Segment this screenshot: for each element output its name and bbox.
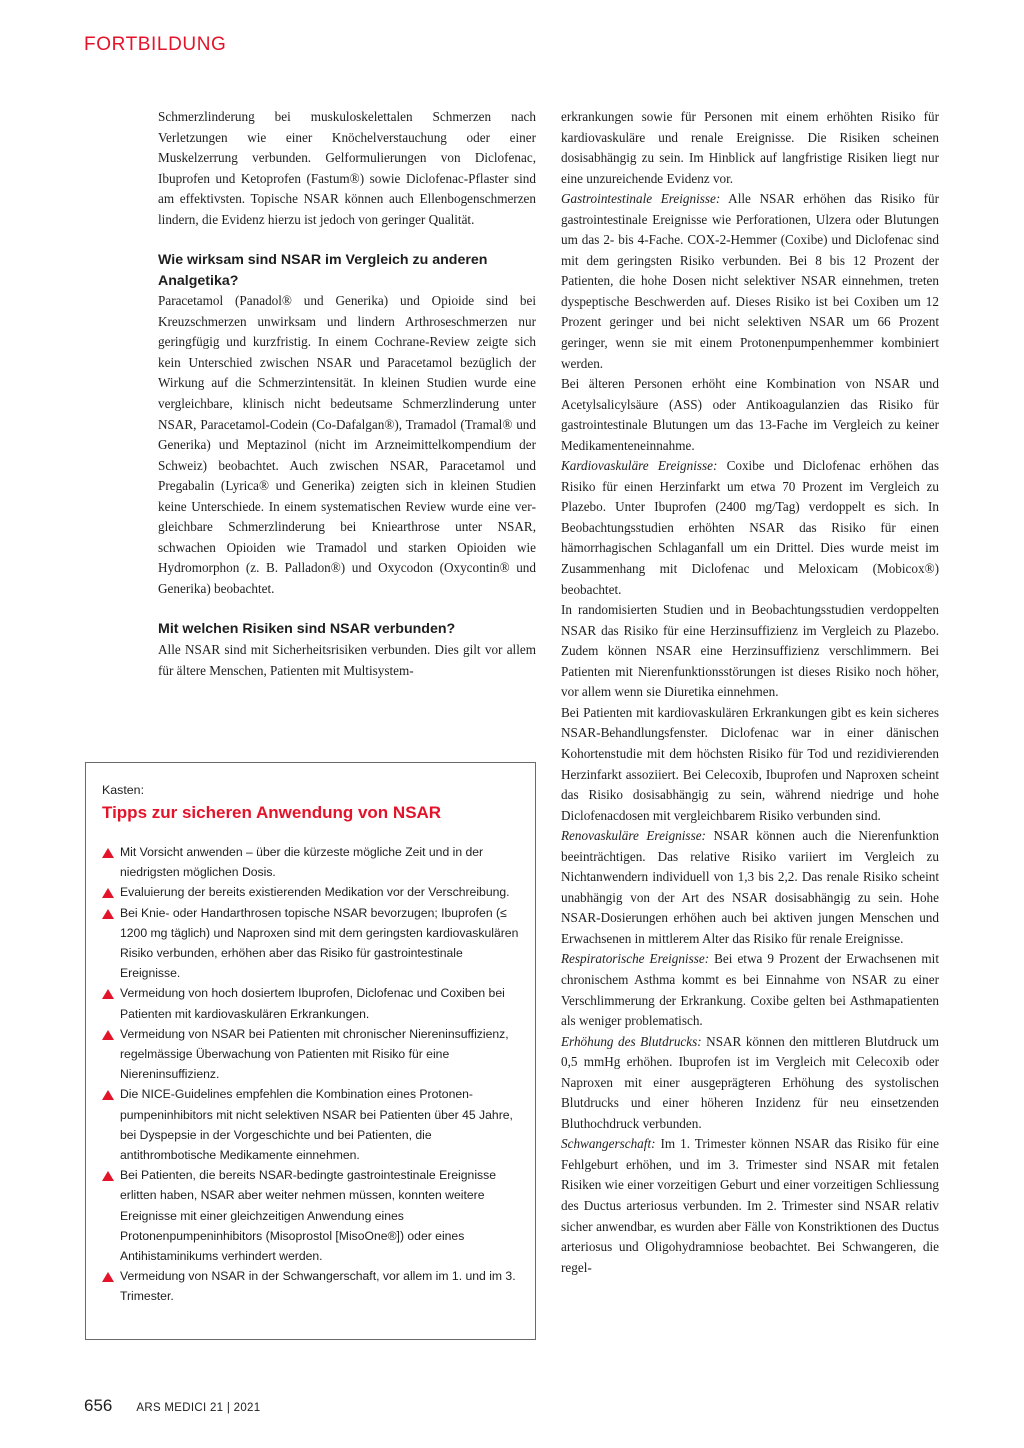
- tip-text: Vermeidung von NSAR in der Schwangerschaft, vor allem im 1. und im 3. Trimester.: [120, 1269, 516, 1304]
- tip-text: Vermeidung von NSAR bei Patienten mit chronischer Niereninsuffizienz, regelmässige Überwachung von Patienten mit Risiko für eine Niereninsuffizienz.: [120, 1026, 509, 1082]
- box-kicker: Kasten:: [102, 783, 145, 797]
- intro-paragraph: Schmerzlinderung bei muskuloskelettalen Schmerzen nach Verletzungen wie einer Knöchelverstauchung oder einer Muskelzerrung verbunden. Gelformulierungen von Diclofenac, Ibuprofen und Ketoprofen (Fastum®) sowie Diclofenac-Pflaster sind am effektivsten. Topische NSAR können auch Ellenbogenschmerzen lindern, die Evidenz hierzu ist jedoch von geringer Qualität.: [158, 109, 536, 227]
- tips-list: [102, 842, 520, 1307]
- comparison-paragraph: Paracetamol (Panadol® und Generika) und Opioide sind bei Kreuzschmerzen unwirksam und lindern Arthroseschmerzen nur geringfügig und kurzfristig. In einem Cochrane-Review zeigte sich kein Unterschied zwischen NSAR und Paracetamol bezüglich der Wirkung auf die Schmerzintensität. In kleinen Studien wurde eine vergleichbare, klinisch nicht bedeutsame Schmerzlinderung unter NSAR, Paracetamol-Codein (Co-Dafalgan®), Tramadol (Tramal® und Generika) und Meptazinol (nicht im Arzneimittelkompendium der Schweiz) beobachtet. Auch zwischen NSAR, Paracetamol und Pregabalin (Lyrica® und Generika) zeigten sich in kleinen Studien keine Unterschiede. In einem systematischen Review wurde eine vergleichbare Schmerzlinderung bei Kniearthrose unter NSAR, schwachen Opioiden wie Tramadol und starken Opioiden wie Hydromorphon (z. B. Palladon®) und Oxycodon (Oxycontin® und Generika) beobachtet.: [158, 293, 536, 596]
- tip-item: [102, 1084, 520, 1165]
- tip-item: [102, 903, 520, 984]
- left-column: [158, 107, 536, 681]
- body-paragraph: Bei Patienten mit kardiovaskulären Erkrankungen gibt es kein sicheres NSAR-Behandlungsfenster. Diclofenac war in einer dänischen Kohortenstudie mit dem höchsten Risiko für Tod und rezidivierenden Herzinfarkt assoziiert. Bei Celecoxib, Ibuprofen und Naproxen scheint das Risiko dosisabhängig zu sein, während niedrige und hohe Diclofenacdosen mit vergleichbarem Risiko verbunden sind.: [561, 704, 939, 823]
- page-footer: [84, 1396, 260, 1416]
- tip-text: Mit Vorsicht anwenden – über die kürzeste mögliche Zeit und in der niedrigsten möglichen Dosis.: [120, 845, 484, 880]
- paragraph-lead: Kardiovaskuläre Ereignisse:: [561, 458, 718, 474]
- tip-text: Bei Knie- oder Handarthrosen topische NSAR bevorzugen; Ibuprofen (≤ 1200 mg täglich) und Naproxen sind mit dem geringsten kardiovaskulären Risiko verbunden, erhöhen aber das Risiko für gastrointestinale Ereignisse.: [120, 905, 519, 981]
- triangle-bullet-icon: [102, 888, 114, 898]
- paragraph-text: NSAR können den mittleren Blutdruck um 0,5 mmHg erhöhen. Ibuprofen ist im Vergleich mit Celecoxib oder Naproxen mit einer ausgeprägteren Erhöhung des systolischen Blutdrucks und einer höheren Inzidenz für neu einsetzenden Bluthochdruck verbunden.: [561, 1033, 939, 1131]
- tip-item: [102, 882, 520, 902]
- body-paragraph: [561, 1032, 939, 1135]
- body-paragraph: erkrankungen sowie für Personen mit einem erhöhten Risiko für kardiovaskuläre und renale Ereignisse. Die Risiken scheinen dosisabhängig zu sein. Im Hinblick auf langfristige Risiken liegt nur eine unzureichende Evidenz vor.: [561, 109, 939, 186]
- section-label: FORTBILDUNG: [84, 34, 227, 55]
- paragraph-lead: Renovaskuläre Ereignisse:: [561, 828, 706, 844]
- tip-item: [102, 1266, 520, 1306]
- body-paragraph: [561, 456, 939, 600]
- body-paragraph: [561, 189, 939, 374]
- paragraph-lead: Respiratorische Ereignisse:: [561, 951, 710, 967]
- triangle-bullet-icon: [102, 1030, 114, 1040]
- tips-box: [85, 762, 536, 1340]
- triangle-bullet-icon: [102, 1272, 114, 1282]
- body-paragraph: [561, 949, 939, 1031]
- triangle-bullet-icon: [102, 1171, 114, 1181]
- journal-issue: ARS MEDICI 21 | 2021: [136, 1402, 261, 1414]
- paragraph-text: NSAR können auch die Nierenfunktion beeinträchtigen. Das relative Risiko variiert im Vergleich zu Nichtanwendern individuell von 1,3 bis 2,2. Das renale Risiko scheint unabhängig von der Art des NSAR dosisabhängig zu sein. Hohe NSAR-Dosierungen erhöhen auch bei aktiven jungen Menschen und Erwachsenen in mittlerem Alter das Risiko für renale Ereignisse.: [561, 828, 939, 946]
- right-column: [561, 107, 939, 1278]
- paragraph-lead: Erhöhung des Blutdrucks:: [561, 1033, 702, 1049]
- tip-item: [102, 1024, 520, 1085]
- body-paragraph: Bei älteren Personen erhöht eine Kombination von NSAR und Acetylsalicylsäure (ASS) oder Antikoagulanzien das Risiko für gastrointestinale Blutungen um das 13-Fache im Vergleich zu keiner Medikamenteneinnahme.: [561, 376, 939, 453]
- box-title: Tipps zur sicheren Anwendung von NSAR: [102, 803, 442, 822]
- tip-text: Vermeidung von hoch dosiertem Ibuprofen, Diclofenac und Coxiben bei Patienten mit kardiovaskulären Erkrankungen.: [120, 986, 505, 1021]
- triangle-bullet-icon: [102, 848, 114, 858]
- triangle-bullet-icon: [102, 1090, 114, 1100]
- triangle-bullet-icon: [102, 909, 114, 919]
- tip-text: Die NICE-Guidelines empfehlen die Kombination eines Protonenpumpeninhibitors mit nicht selektiven NSAR bei Patienten über 45 Jahre, bei Dyspepsie in der Vorgeschichte und bei Patienten, die antithrombotische Medikamente einnehmen.: [120, 1087, 513, 1163]
- tip-text: Evaluierung der bereits existierenden Medikation vor der Verschreibung.: [120, 885, 510, 900]
- body-paragraph: [561, 826, 939, 949]
- triangle-bullet-icon: [102, 989, 114, 999]
- body-paragraph: [561, 1134, 939, 1278]
- risks-paragraph: Alle NSAR sind mit Sicherheitsrisiken verbunden. Dies gilt vor allem für ältere Menschen, Patienten mit Multisystem-: [158, 641, 536, 678]
- paragraph-text: Alle NSAR erhöhen das Risiko für gastrointestinale Ereignisse wie Perforationen, Ulzera oder Blutungen um das 2- bis 4-Fache. COX-2-Hemmer (Coxibe) und Diclofenac sind mit dem geringsten Risiko verbunden. Bei 8 bis 12 Prozent der Patienten, die hohe Dosen nicht selektiver NSAR einnehmen, treten dyspeptische Beschwerden auf. Dieses Risiko ist bei Coxiben um 12 Prozent geringer und bei nicht selektiven NSAR um 66 Prozent geringer, wenn sie mit einem Protonenpumpenhemmer kombiniert werden.: [561, 191, 939, 371]
- heading-risks: Mit welchen Risiken sind NSAR verbunden?: [158, 621, 456, 638]
- tip-item: [102, 983, 520, 1023]
- paragraph-text: Coxibe und Diclofenac erhöhen das Risiko für einen Herzinfarkt um etwa 70 Prozent im Vergleich zu Plazebo. Unter Ibuprofen (2400 mg/Tag) verdoppelt es sich. In Beobachtungsstudien erhöhten NSAR das Risiko für einen hämorrhagischen Schlaganfall um ein Drittel. Dies wurde meist im Zusammenhang mit Diclofenac und Meloxicam (Mobicox®) beobachtet.: [561, 458, 939, 597]
- paragraph-lead: Schwangerschaft:: [561, 1136, 656, 1152]
- paragraph-text: Bei etwa 9 Prozent der Erwachsenen mit chronischem Asthma kommt es bei Einnahme von NSAR zu einer Verschlimmerung der Erkrankung. Coxibe gelten bei Asthmapatienten als weniger problematisch.: [561, 951, 939, 1029]
- heading-comparison: Wie wirksam sind NSAR im Vergleich zu anderen Analgetika?: [158, 252, 488, 289]
- tip-text: Bei Patienten, die bereits NSAR-bedingte gastrointestinale Ereignisse erlitten haben, NSAR aber weiter nehmen müssen, konnten weitere Ereignisse mit einer gleichzeitigen Anwendung eines Protonenpumpeninhibitors (Misoprostol [MisoOne®]) oder eines Antihistaminikums verhindert werden.: [120, 1168, 496, 1264]
- paragraph-lead: Gastrointestinale Ereignisse:: [561, 191, 721, 207]
- page-number: 656: [84, 1396, 113, 1415]
- body-paragraph: In randomisierten Studien und in Beobachtungsstudien verdoppelten NSAR das Risiko für eine Herzinsuffizienz im Vergleich zu Plazebo. Zudem können NSAR eine Herzinsuffizienz verschlimmern. Bei Patienten mit Nierenfunktionsstörungen ist dieses Risiko noch höher, vor allem wenn sie Diuretika einnehmen.: [561, 602, 939, 700]
- tip-item: [102, 842, 520, 882]
- tip-item: [102, 1165, 520, 1266]
- paragraph-text: Im 1. Trimester können NSAR das Risiko für eine Fehlgeburt erhöhen, und im 3. Trimester sind NSAR mit fetalen Risiken wie einer vorzeitigen Geburt und einer vorzeitigen Schliessung des Ductus arteriosus verbunden. Im 2. Trimester sind NSAR relativ sicher anwendbar, es wurden aber Fälle von Konstriktionen des Ductus arteriosus und Oligohydramniose beobachtet. Bei Schwangeren, die regel-: [561, 1136, 939, 1275]
